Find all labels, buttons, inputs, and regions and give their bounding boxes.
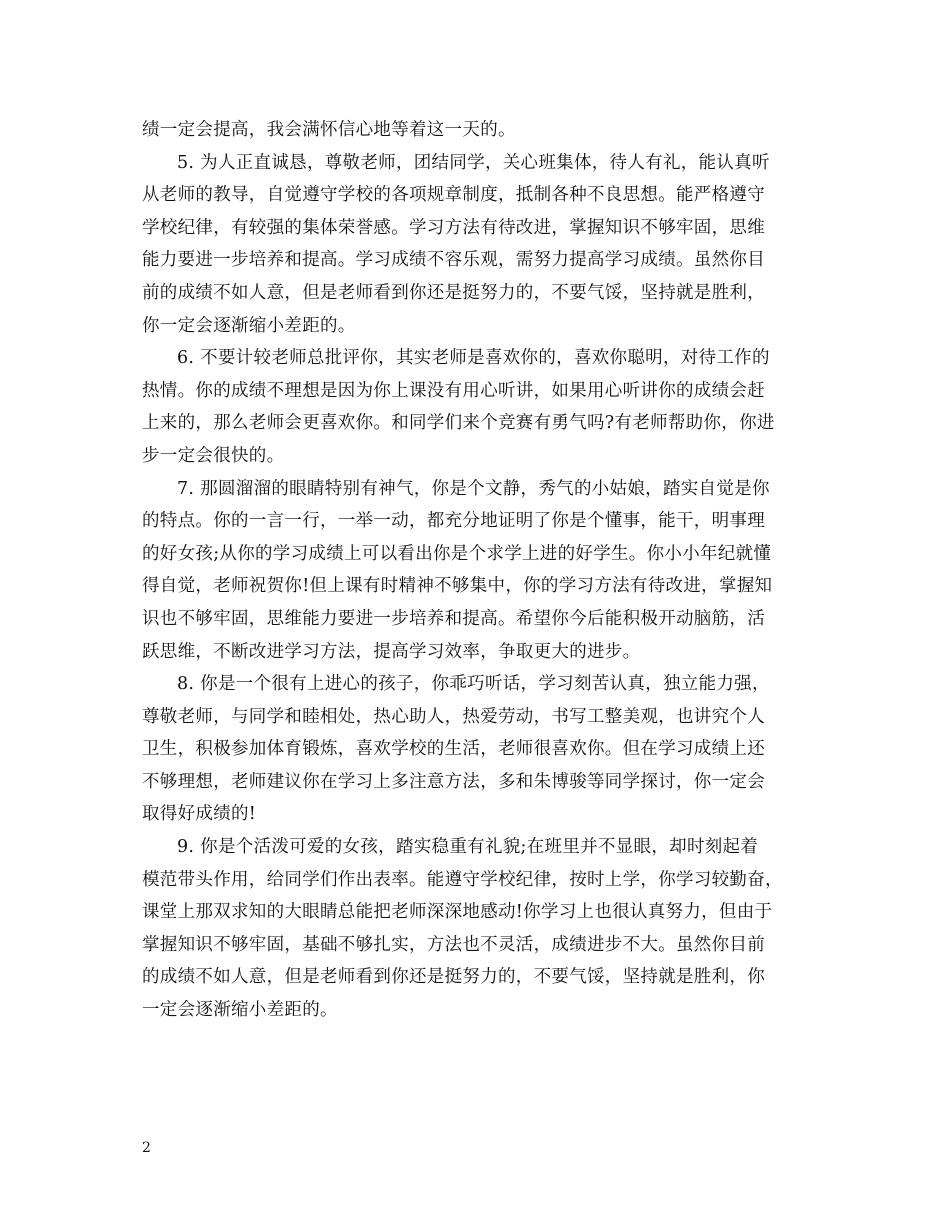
text-line: 上来的，那么老师会更喜欢你。和同学们来个竞赛有勇气吗?有老师帮助你，你进 [142, 413, 775, 434]
text-line: 掌握知识不够牢固，基础不够扎实，方法也不灵活，成绩进步不大。虽然你目前 [142, 934, 765, 955]
text-line: 前的成绩不如人意，但是老师看到你还是挺努力的，不要气馁，坚持就是胜利， [142, 282, 765, 303]
text-line: 5. 为人正直诚恳，尊敬老师，团结同学，关心班集体，待人有礼，能认真听 [177, 152, 770, 173]
text-line: 从老师的教导，自觉遵守学校的各项规章制度，抵制各种不良思想。能严格遵守 [142, 185, 765, 206]
text-line: 7. 那圆溜溜的眼睛特别有神气，你是个文静，秀气的小姑娘，踏实自觉是你 [177, 478, 770, 499]
text-line: 尊敬老师，与同学和睦相处，热心助人，热爱劳动，书写工整美观，也讲究个人 [142, 706, 765, 727]
body-text [142, 114, 814, 1027]
text-line: 的好女孩;从你的学习成绩上可以看出你是个求学上进的好学生。你小小年纪就懂 [142, 543, 772, 564]
text-line: 6. 不要计较老师总批评你，其实老师是喜欢你的，喜欢你聪明，对待工作的 [177, 348, 770, 369]
text-line: 热情。你的成绩不理想是因为你上课没有用心听讲，如果用心听讲你的成绩会赶 [142, 380, 765, 401]
text-line: 的成绩不如人意，但是老师看到你还是挺努力的，不要气馁，坚持就是胜利，你 [142, 967, 765, 988]
text-line: 跃思维，不断改进学习方法，提高学习效率，争取更大的进步。 [142, 641, 641, 662]
text-line: 8. 你是一个很有上进心的孩子，你乖巧听话，学习刻苦认真，独立能力强， [177, 674, 770, 695]
text-line: 步一定会很快的。 [142, 445, 285, 466]
text-line: 你一定会逐渐缩小差距的。 [142, 315, 356, 336]
text-line: 得自觉，老师祝贺你!但上课有时精神不够集中，你的学习方法有待改进，掌握知 [142, 576, 773, 597]
text-line: 课堂上那双求知的大眼睛总能把老师深深地感动!你学习上也很认真努力，但由于 [142, 902, 773, 923]
text-line: 的特点。你的一言一行，一举一动，都充分地证明了你是个懂事，能干，明事理 [142, 511, 765, 532]
text-line: 模范带头作用，给同学们作出表率。能遵守学校纪律，按时上学，你学习较勤奋， [142, 869, 783, 890]
text-line: 9. 你是个活泼可爱的女孩，踏实稳重有礼貌;在班里并不显眼，却时刻起着 [177, 837, 759, 858]
text-line: 取得好成绩的! [142, 804, 257, 825]
page-number: 2 [142, 1140, 151, 1156]
text-line: 学校纪律，有较强的集体荣誉感。学习方法有待改进，掌握知识不够牢固，思维 [142, 217, 765, 238]
text-line: 绩一定会提高，我会满怀信心地等着这一天的。 [142, 120, 516, 140]
text-line: 能力要进一步培养和提高。学习成绩不容乐观，需努力提高学习成绩。虽然你目 [142, 250, 765, 271]
text-line: 卫生，积极参加体育锻炼，喜欢学校的生活，老师很喜欢你。但在学习成绩上还 [142, 739, 765, 760]
text-line: 一定会逐渐缩小差距的。 [142, 1000, 338, 1021]
text-line: 不够理想，老师建议你在学习上多注意方法，多和朱博骏等同学探讨，你一定会 [142, 771, 765, 792]
text-line: 识也不够牢固，思维能力要进一步培养和提高。希望你今后能积极开动脑筋，活 [142, 608, 765, 629]
